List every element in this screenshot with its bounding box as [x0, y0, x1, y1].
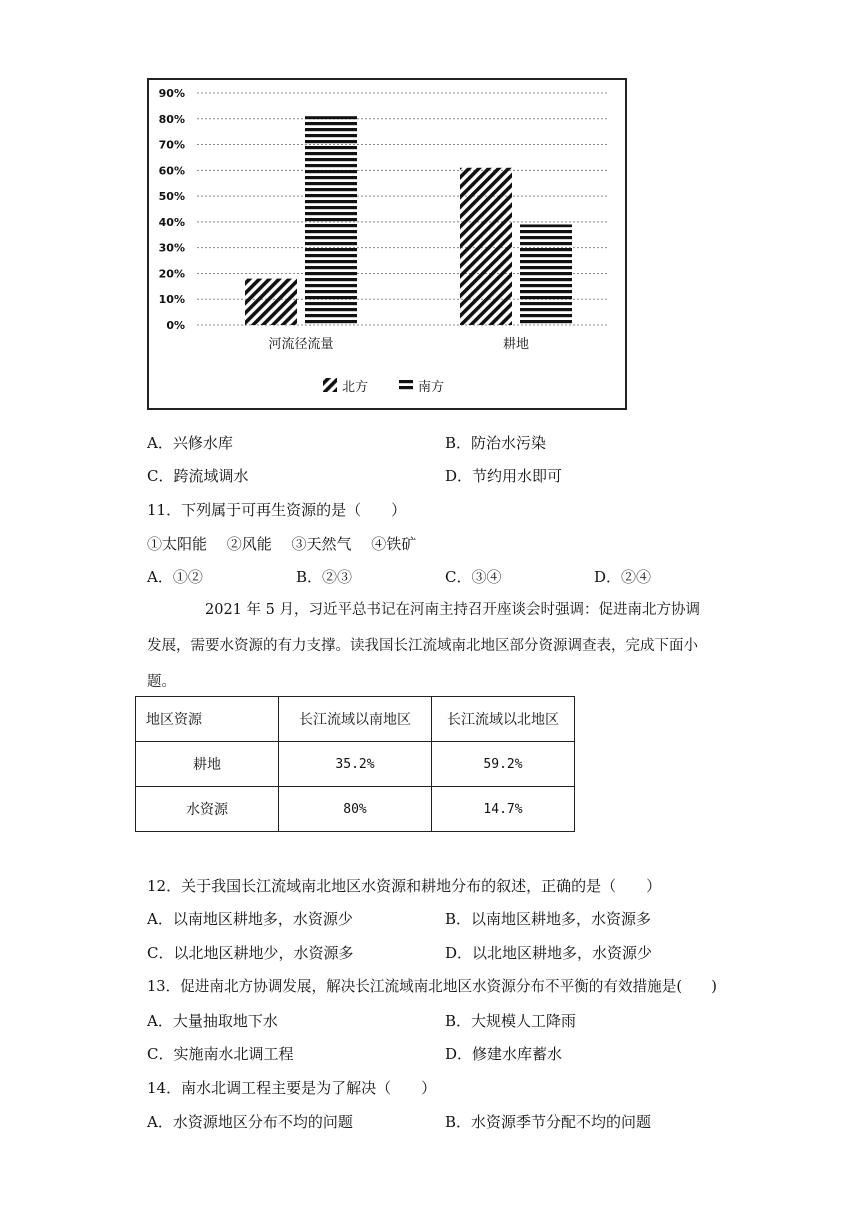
q12-option-d: D．以北地区耕地多，水资源少 — [445, 944, 653, 962]
q13-stem: 13．促进南北方协调发展，解决长江流域南北地区水资源分布不平衡的有效措施是( ) — [147, 978, 717, 995]
q12-option-c: C．以北地区耕地少，水资源多 — [147, 944, 354, 962]
table-cell: 80% — [279, 787, 432, 832]
table-cell: 59.2% — [432, 742, 575, 787]
table-header-cell: 长江流域以南地区 — [279, 697, 432, 742]
q11-items: ①太阳能 ②风能 ③天然气 ④铁矿 — [147, 535, 417, 553]
q11-option-b: B．②③ — [296, 568, 353, 586]
bar-1-0 — [305, 116, 357, 325]
table-header-cell: 地区资源 — [136, 697, 279, 742]
y-tick-label: 0% — [166, 319, 185, 332]
y-tick-label: 30% — [158, 241, 185, 255]
legend-swatch — [323, 378, 337, 392]
q13-option-b: B．大规模人工降雨 — [445, 1012, 577, 1030]
y-tick-label: 20% — [158, 267, 185, 281]
bar-chart — [149, 80, 625, 408]
q10-option-d: D．节约用水即可 — [445, 467, 563, 485]
category-label: 耕地 — [502, 337, 530, 352]
bar-chart-frame — [147, 78, 627, 410]
q13-option-c: C．实施南水北调工程 — [147, 1045, 294, 1063]
q13-option-d: D．修建水库蓄水 — [445, 1045, 563, 1063]
y-tick-label: 70% — [158, 138, 185, 152]
y-tick-label: 40% — [158, 215, 185, 229]
table-row — [136, 787, 575, 832]
q11-stem: 11．下列属于可再生资源的是（ ） — [147, 501, 407, 519]
q12-option-a: A．以南地区耕地多，水资源少 — [147, 910, 353, 928]
bar-0-0 — [245, 279, 297, 325]
table-header-row — [136, 697, 575, 742]
table-row — [136, 742, 575, 787]
y-tick-label: 90% — [158, 87, 185, 100]
q14-option-a: A．水资源地区分布不均的问题 — [147, 1113, 353, 1131]
category-label: 河流径流量 — [268, 337, 334, 352]
table-cell: 14.7% — [432, 787, 575, 832]
q14-stem: 14．南水北调工程主要是为了解决（ ） — [147, 1079, 437, 1097]
table-header-cell: 长江流域以北地区 — [432, 697, 575, 742]
bar-1-1 — [520, 224, 572, 325]
y-tick-label: 50% — [158, 190, 185, 204]
q11-option-c: C．③④ — [445, 568, 502, 586]
table-cell: 35.2% — [279, 742, 432, 787]
table-cell: 耕地 — [136, 742, 279, 787]
q11-option-d: D．②④ — [594, 568, 652, 586]
passage-line-2: 发展，需要水资源的有力支撑。读我国长江流域南北地区部分资源调查表，完成下面小 — [147, 638, 698, 654]
q14-option-b: B．水资源季节分配不均的问题 — [445, 1113, 652, 1131]
passage-line-1: 2021 年 5 月，习近平总书记在河南主持召开座谈会时强调：促进南北方协调 — [205, 602, 700, 618]
q10-option-c: C．跨流域调水 — [147, 467, 249, 485]
q13-option-a: A．大量抽取地下水 — [147, 1012, 278, 1030]
legend-swatch — [399, 378, 413, 392]
passage-line-3: 题。 — [147, 674, 176, 690]
bar-0-1 — [460, 168, 512, 325]
q12-stem: 12．关于我国长江流域南北地区水资源和耕地分布的叙述，正确的是（ ） — [147, 877, 662, 895]
q11-option-a: A．①② — [147, 568, 203, 586]
y-tick-label: 80% — [158, 112, 185, 126]
y-tick-label: 10% — [158, 293, 185, 307]
legend-label: 南方 — [418, 380, 445, 395]
q10-option-b: B．防治水污染 — [445, 434, 547, 452]
resource-table — [135, 696, 575, 832]
legend-label: 北方 — [342, 380, 369, 395]
q10-option-a: A．兴修水库 — [147, 434, 233, 452]
table-cell: 水资源 — [136, 787, 279, 832]
q12-option-b: B．以南地区耕地多，水资源多 — [445, 910, 652, 928]
y-tick-label: 60% — [158, 164, 185, 178]
